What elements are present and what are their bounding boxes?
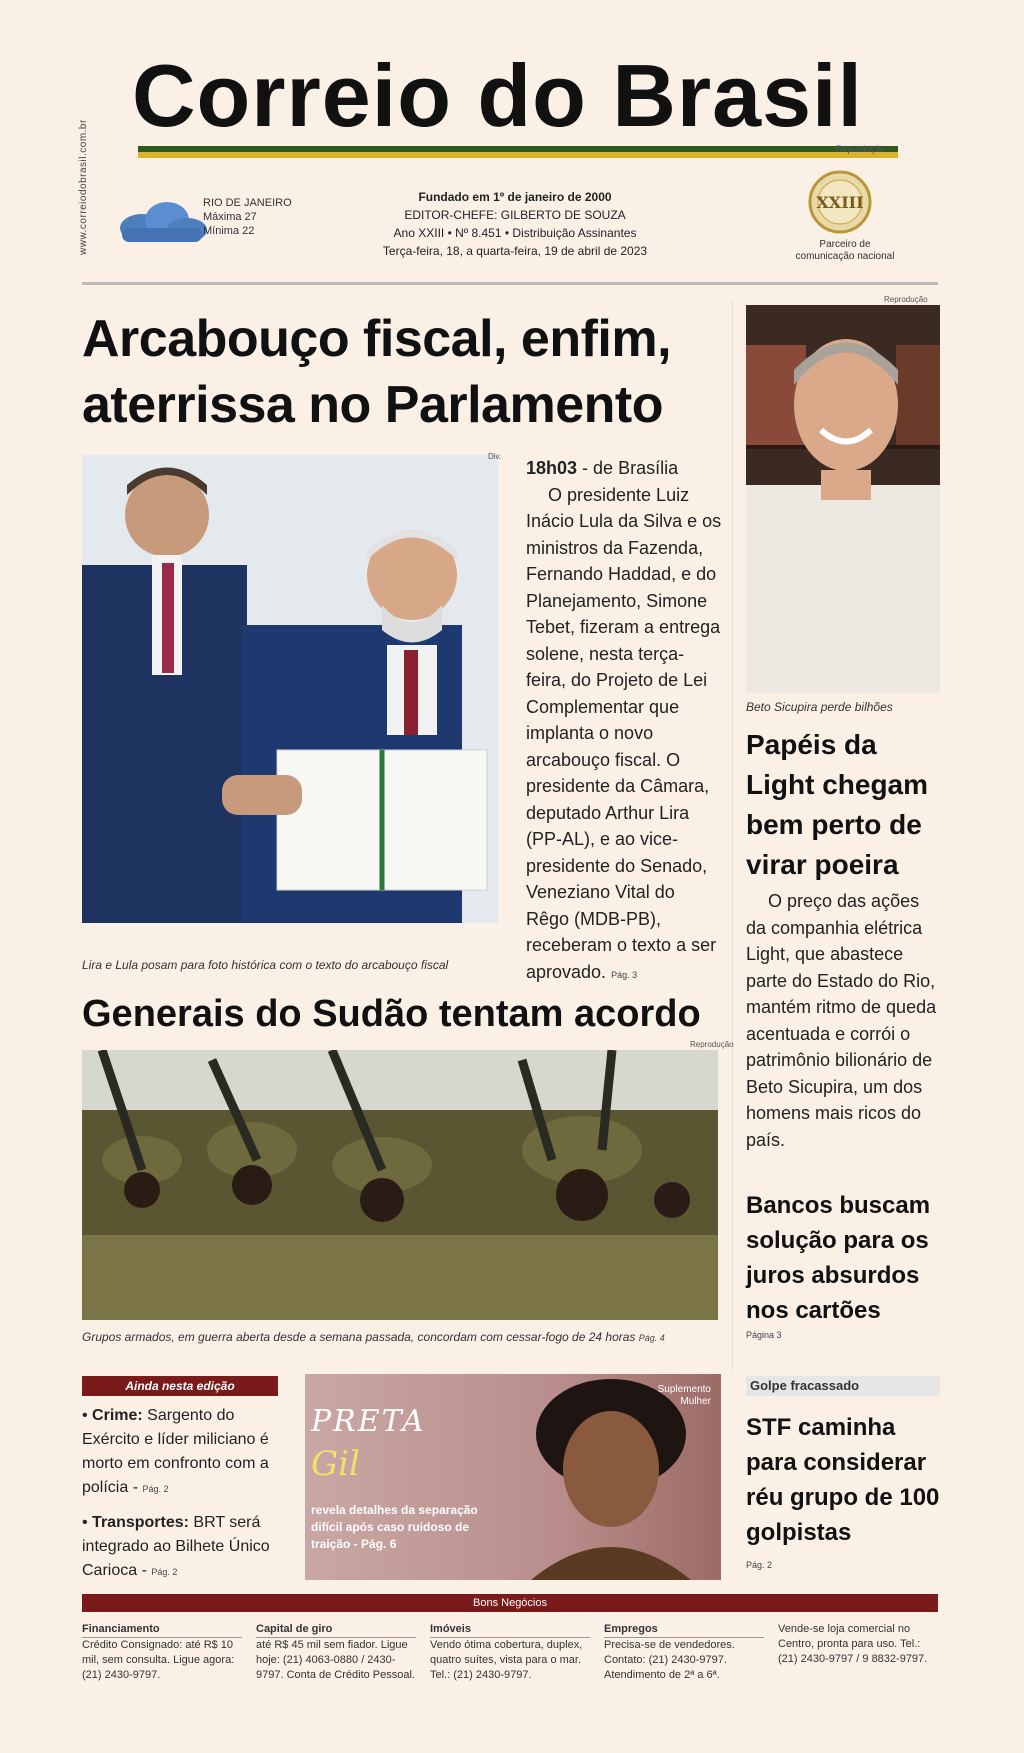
light-headline[interactable]: Papéis da Light chegam bem perto de virar poeira (746, 729, 929, 880)
classified-loja[interactable] (778, 1622, 938, 1667)
seal-caption: Parceiro de comunicação nacional (795, 239, 895, 262)
masthead-tagline: Reprodução (836, 144, 886, 154)
column-divider (732, 300, 733, 1370)
sicupira-photo (746, 305, 940, 693)
main-story (526, 455, 722, 988)
lula-lira-photo-icon (82, 455, 498, 923)
classified4-text: Precisa-se de vendedores. Contato: (21) 2430-9797. Atendimento de 2ª a 6ª. (604, 1639, 735, 1681)
editor-line: EDITOR-CHEFE: GILBERTO DE SOUZA (404, 208, 626, 222)
date-line: Terça-feira, 18, a quarta-feira, 19 de abril de 2023 (382, 244, 648, 258)
ad-title-gil: Gil (311, 1444, 360, 1484)
classified-capital[interactable] (256, 1622, 416, 1683)
weather-box (203, 196, 292, 238)
main-photo (82, 455, 498, 923)
golpe-page-ref[interactable]: Pág. 2 (746, 1560, 773, 1570)
main-photo-caption: Lira e Lula posam para foto histórica com o texto do arcabouço fiscal (82, 958, 449, 972)
cloud-icon (112, 198, 212, 246)
soldiers-photo-icon (82, 1050, 718, 1320)
classified3-title: Imóveis (430, 1622, 590, 1638)
ad-brand-line2: Mulher (680, 1396, 711, 1407)
ainda-item2-page: Pág. 2 (151, 1567, 178, 1577)
ainda-item1-text: Sargento do Exército e líder miliciano é morto em confronto com a polícia - (82, 1407, 269, 1496)
weather-min: Mínima 22 (203, 225, 255, 237)
ad-text (311, 1502, 481, 1553)
ainda-item-crime[interactable]: • Crime: Sargento do Exército e líder miliciano é morto em confronto com a polícia - Pág. 2 (82, 1407, 269, 1496)
preta-gil-ad[interactable] (305, 1374, 721, 1580)
ainda-item2-text: BRT será integrado ao Bilhete Único Carioca - (82, 1514, 270, 1579)
sicupira-caption: Beto Sicupira perde bilhões (746, 700, 893, 714)
sudan-photo (82, 1050, 718, 1320)
publication-info (330, 188, 700, 260)
sudan-headline[interactable]: Generais do Sudão tentam acordo (82, 993, 701, 1035)
masthead-bar-gold (138, 152, 898, 158)
story-time: 18h03 (526, 458, 578, 478)
classified1-text: Crédito Consignado: até R$ 10 mil, sem consulta. Ligue agora: (21) 2430-9797. (82, 1639, 235, 1681)
light-story: O preço das ações da companhia elétrica Light, que abastece parte do Estado do Rio, mantém ritmo de queda acentuada e corrói o patrimônio bilionário de Beto Sicupira, um dos homens mais ricos do país. (746, 891, 937, 1150)
classified5-text: Vende-se loja comercial no Centro, pronta para uso. Tel.: (21) 2430-9797 / 9 8832-9797. (778, 1623, 928, 1665)
sicupira-portrait-icon (746, 305, 940, 693)
bancos-headline[interactable]: Bancos buscam solução para os juros absurdos nos cartões (746, 1192, 931, 1324)
site-url-vertical: www.correiodobrasil.com.br (78, 119, 89, 255)
story-page-ref[interactable]: Pág. 3 (611, 969, 638, 980)
sudan-page-ref[interactable]: Pág. 4 (638, 1333, 665, 1343)
ainda-item2-kicker: Transportes: (92, 1514, 189, 1531)
ainda-list (82, 1404, 282, 1594)
weather-max: Máxima 27 (203, 211, 257, 223)
golpe-headline[interactable]: STF caminha para considerar réu grupo de 100 golpistas (746, 1414, 940, 1546)
weather-city: RIO DE JANEIRO (203, 197, 292, 209)
classified3-text: Vendo ótima cobertura, duplex, quatro suítes, vista para o mar. Tel.: (21) 2430-9797. (430, 1639, 583, 1681)
main-headline[interactable]: Arcabouço fiscal, enfim, aterrissa no Parlamento (82, 310, 672, 434)
classified-financiamento[interactable] (82, 1622, 242, 1683)
main-photo-credit: Div. (488, 452, 502, 461)
sudan-caption (82, 1330, 722, 1344)
ad-title: PRETA (311, 1404, 426, 1439)
light-photo-credit: Reprodução (884, 295, 928, 304)
classified2-title: Capital de giro (256, 1622, 416, 1638)
sudan-caption-text: Grupos armados, em guerra aberta desde a semana passada, concordam com cessar-fogo de 24 horas (82, 1330, 636, 1344)
ad-brand (658, 1384, 711, 1408)
ainda-item1-kicker: Crime: (92, 1407, 143, 1424)
golpe-label: Golpe fracassado (746, 1376, 940, 1396)
classified4-title: Empregos (604, 1622, 764, 1638)
classified-empregos[interactable] (604, 1622, 764, 1683)
classified2-text: até R$ 45 mil sem fiador. Ligue hoje: (21) 4063-0880 / 2430-9797. Conta de Crédito Pessoal. (256, 1639, 415, 1681)
ainda-item1-page: Pág. 2 (142, 1484, 169, 1494)
sudan-photo-credit: Reprodução (690, 1040, 734, 1049)
ad-page: Pág. 6 (361, 1537, 397, 1551)
bons-negocios-bar: Bons Negócios (82, 1594, 938, 1612)
founded-line: Fundado em 1º de janeiro de 2000 (418, 190, 612, 204)
masthead-title: Correio do Brasil (132, 46, 863, 145)
classified1-title: Financiamento (82, 1622, 242, 1638)
masthead-rule (82, 282, 938, 285)
story-body: O presidente Luiz Inácio Lula da Silva e os ministros da Fazenda, Fernando Haddad, e do Planejamento, Simone Tebet, fizeram a entrega solene, nesta terça-feira, do Projeto de Lei Complementar que implanta o novo arcabouço fiscal. O presidente da Câmara, deputado Arthur Lira (PP-AL), e ao vice-presidente do Senado, Veneziano Vital do Rêgo (MDB-PB), receberam o texto a ser aprovado. (526, 484, 722, 982)
ad-text-body: revela detalhes da separação difícil após caso ruidoso de traição - (311, 1503, 478, 1551)
story-dateline: - de Brasília (577, 458, 679, 478)
anniversary-seal-icon (808, 170, 872, 234)
bancos-page-ref[interactable]: Página 3 (746, 1330, 782, 1340)
ainda-label: Ainda nesta edição (82, 1376, 278, 1396)
classified-imoveis[interactable] (430, 1622, 590, 1683)
edition-line: Ano XXIII • Nº 8.451 • Distribuição Assinantes (393, 226, 637, 240)
ainda-item-transportes[interactable]: • Transportes: BRT será integrado ao Bilhete Único Carioca - Pág. 2 (82, 1514, 270, 1579)
seal-label: XXIII (816, 193, 864, 212)
ad-brand-line1: Suplemento (657, 1384, 711, 1395)
